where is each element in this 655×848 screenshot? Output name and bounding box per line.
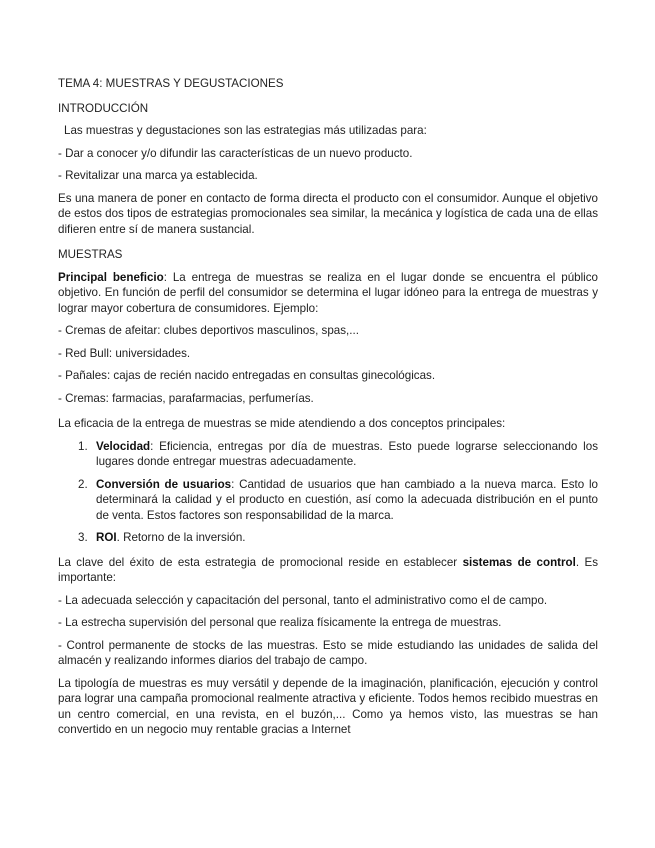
intro-heading: INTRODUCCIÓN xyxy=(58,101,149,115)
benefit-text: : La entrega de muestras se realiza en el lugar donde se encuentra el público objetivo. En función de perfil del consumidor se determina el lugar idóneo para la entrega de muestras y lograr mayor cobertura de consumidores. Ejemplo: xyxy=(58,270,598,315)
control-post: . Es importante: xyxy=(58,555,598,584)
concept-number: 3. xyxy=(78,531,88,544)
intro-lead: Las muestras y degustaciones son las estrategias más utilizadas para: xyxy=(64,124,427,137)
control-paragraph xyxy=(58,555,598,586)
concept-item xyxy=(58,530,598,546)
example-item: - Cremas: farmacias, parafarmacias, perfumerías. xyxy=(58,391,314,405)
benefit-label: Principal beneficio xyxy=(58,270,164,284)
intro-bullet: - Revitalizar una marca ya establecida. xyxy=(58,169,258,182)
closing-paragraph: La tipología de muestras es muy versátil y depende de la imaginación, planificación, ejecución y control para lograr una campaña promocional realmente atractiva y eficiente. Todos hemos recibido muestras en un centro comercial, en una revista, en el buzón,... Como ya hemos visto, las muestras se han convertido en un negocio muy rentable gracias a Internet xyxy=(58,676,598,736)
concept-number: 1. xyxy=(78,439,88,453)
control-bold: sistemas de control xyxy=(462,555,576,569)
control-pre: La clave del éxito de esta estrategia de promocional reside en establecer xyxy=(58,555,463,569)
document-title: TEMA 4: MUESTRAS Y DEGUSTACIONES xyxy=(58,77,284,90)
control-item: - La adecuada selección y capacitación del personal, tanto el administrativo como el de campo. xyxy=(58,593,548,607)
concept-text: : Cantidad de usuarios que han cambiado a la nueva marca. Esto lo determinará la calidad y el producto en cuestión, así como la adecuada distribución en el punto de venta. Estos factores son responsabilidad de la marca. xyxy=(96,477,598,522)
concept-number: 2. xyxy=(78,477,88,491)
intro-paragraph: Es una manera de poner en contacto de forma directa el producto con el consumidor. Aunque el objetivo de estos dos tipos de estrategias promocionales sea similar, la mecánica y logística de cada una de ellas difieren entre sí de manera sustancial. xyxy=(58,191,598,236)
example-item: - Cremas de afeitar: clubes deportivos masculinos, spas,... xyxy=(58,324,359,337)
example-item: - Red Bull: universidades. xyxy=(58,346,191,360)
concept-label: Velocidad xyxy=(96,439,151,453)
muestras-heading: MUESTRAS xyxy=(58,248,123,261)
control-item: - Control permanente de stocks de las muestras. Esto se mide estudiando las unidades de salida del almacén y realizando informes diarios del trabajo de campo. xyxy=(58,638,598,667)
concept-label: Conversión de usuarios xyxy=(96,477,232,491)
concept-label: ROI xyxy=(96,531,117,544)
concept-text: : Eficiencia, entregas por día de muestras. Esto puede lograrse seleccionando los lugares donde entregar muestras adecuadamente. xyxy=(96,439,598,468)
concept-item xyxy=(58,439,598,470)
document-page xyxy=(58,76,598,745)
control-item: - La estrecha supervisión del personal que realiza físicamente la entrega de muestras. xyxy=(58,616,502,629)
intro-bullet: - Dar a conocer y/o difundir las características de un nuevo producto. xyxy=(58,146,413,160)
efficacy-intro: La eficacia de la entrega de muestras se mide atendiendo a dos conceptos principales: xyxy=(58,417,506,430)
concept-item xyxy=(58,477,598,524)
benefit-paragraph xyxy=(58,270,598,317)
concepts-list xyxy=(58,439,598,546)
example-item: - Pañales: cajas de recién nacido entregadas en consultas ginecológicas. xyxy=(58,369,436,382)
concept-text: . Retorno de la inversión. xyxy=(116,531,246,544)
